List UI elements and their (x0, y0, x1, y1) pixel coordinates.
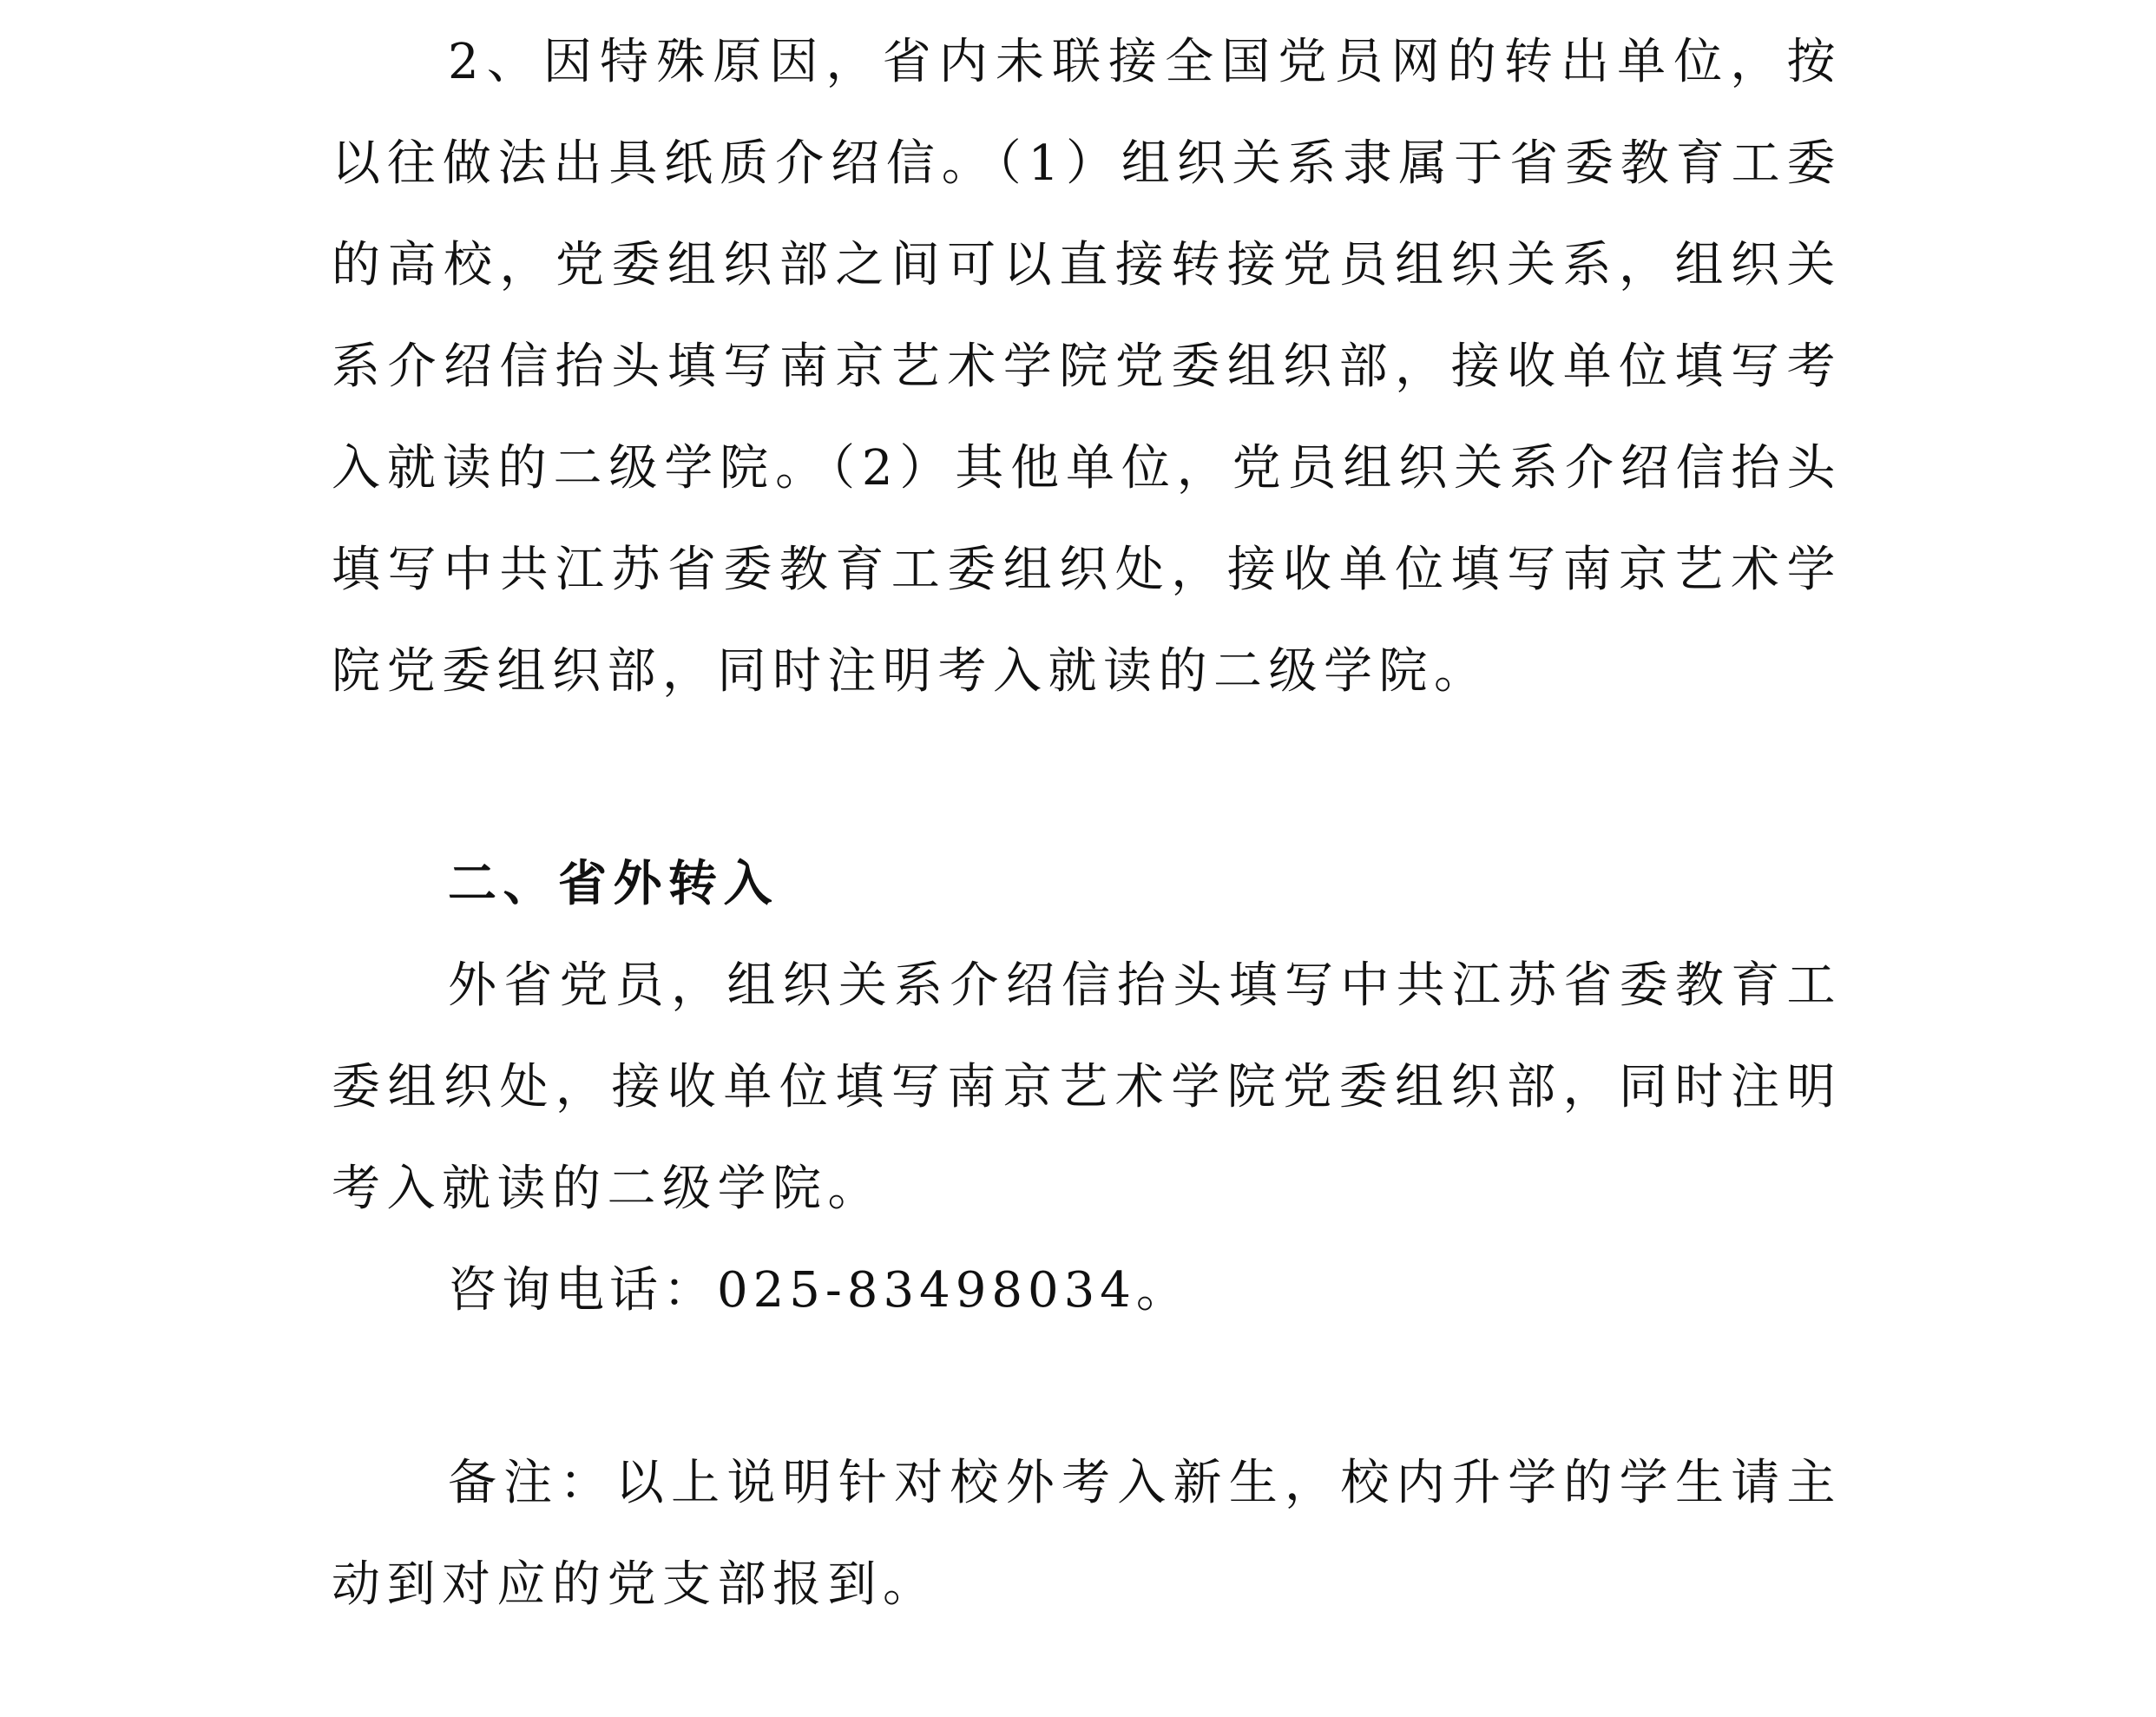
paragraph-out-of-province: 外省党员，组织关系介绍信抬头填写中共江苏省委教育工委组织处，接收单位填写南京艺术学院党委组织部，同时注明考入就读的二级学院。 (332, 957, 1842, 1217)
document-page (332, 0, 1842, 1717)
consult-phone: 咨询电话：025-83498034。 (448, 1262, 1190, 1319)
remark-note: 备注：以上说明针对校外考入新生，校内升学的学生请主动到对应的党支部报到。 (332, 1455, 1842, 1613)
paragraph-paper-transfer: 2、因特殊原因，省内未联接全国党员网的转出单位，按以往做法出具纸质介绍信。（1）组织关系隶属于省委教育工委的高校，党委组织部之间可以直接转接党员组织关系，组织关系介绍信抬头填写南京艺术学院党委组织部，接收单位填写考入就读的二级学院。（2）其他单位，党员组织关系介绍信抬头填写中共江苏省委教育工委组织处，接收单位填写南京艺术学院党委组织部，同时注明考入就读的二级学院。 (332, 34, 1842, 700)
section-heading-out-of-province: 二、省外转入 (448, 855, 779, 912)
